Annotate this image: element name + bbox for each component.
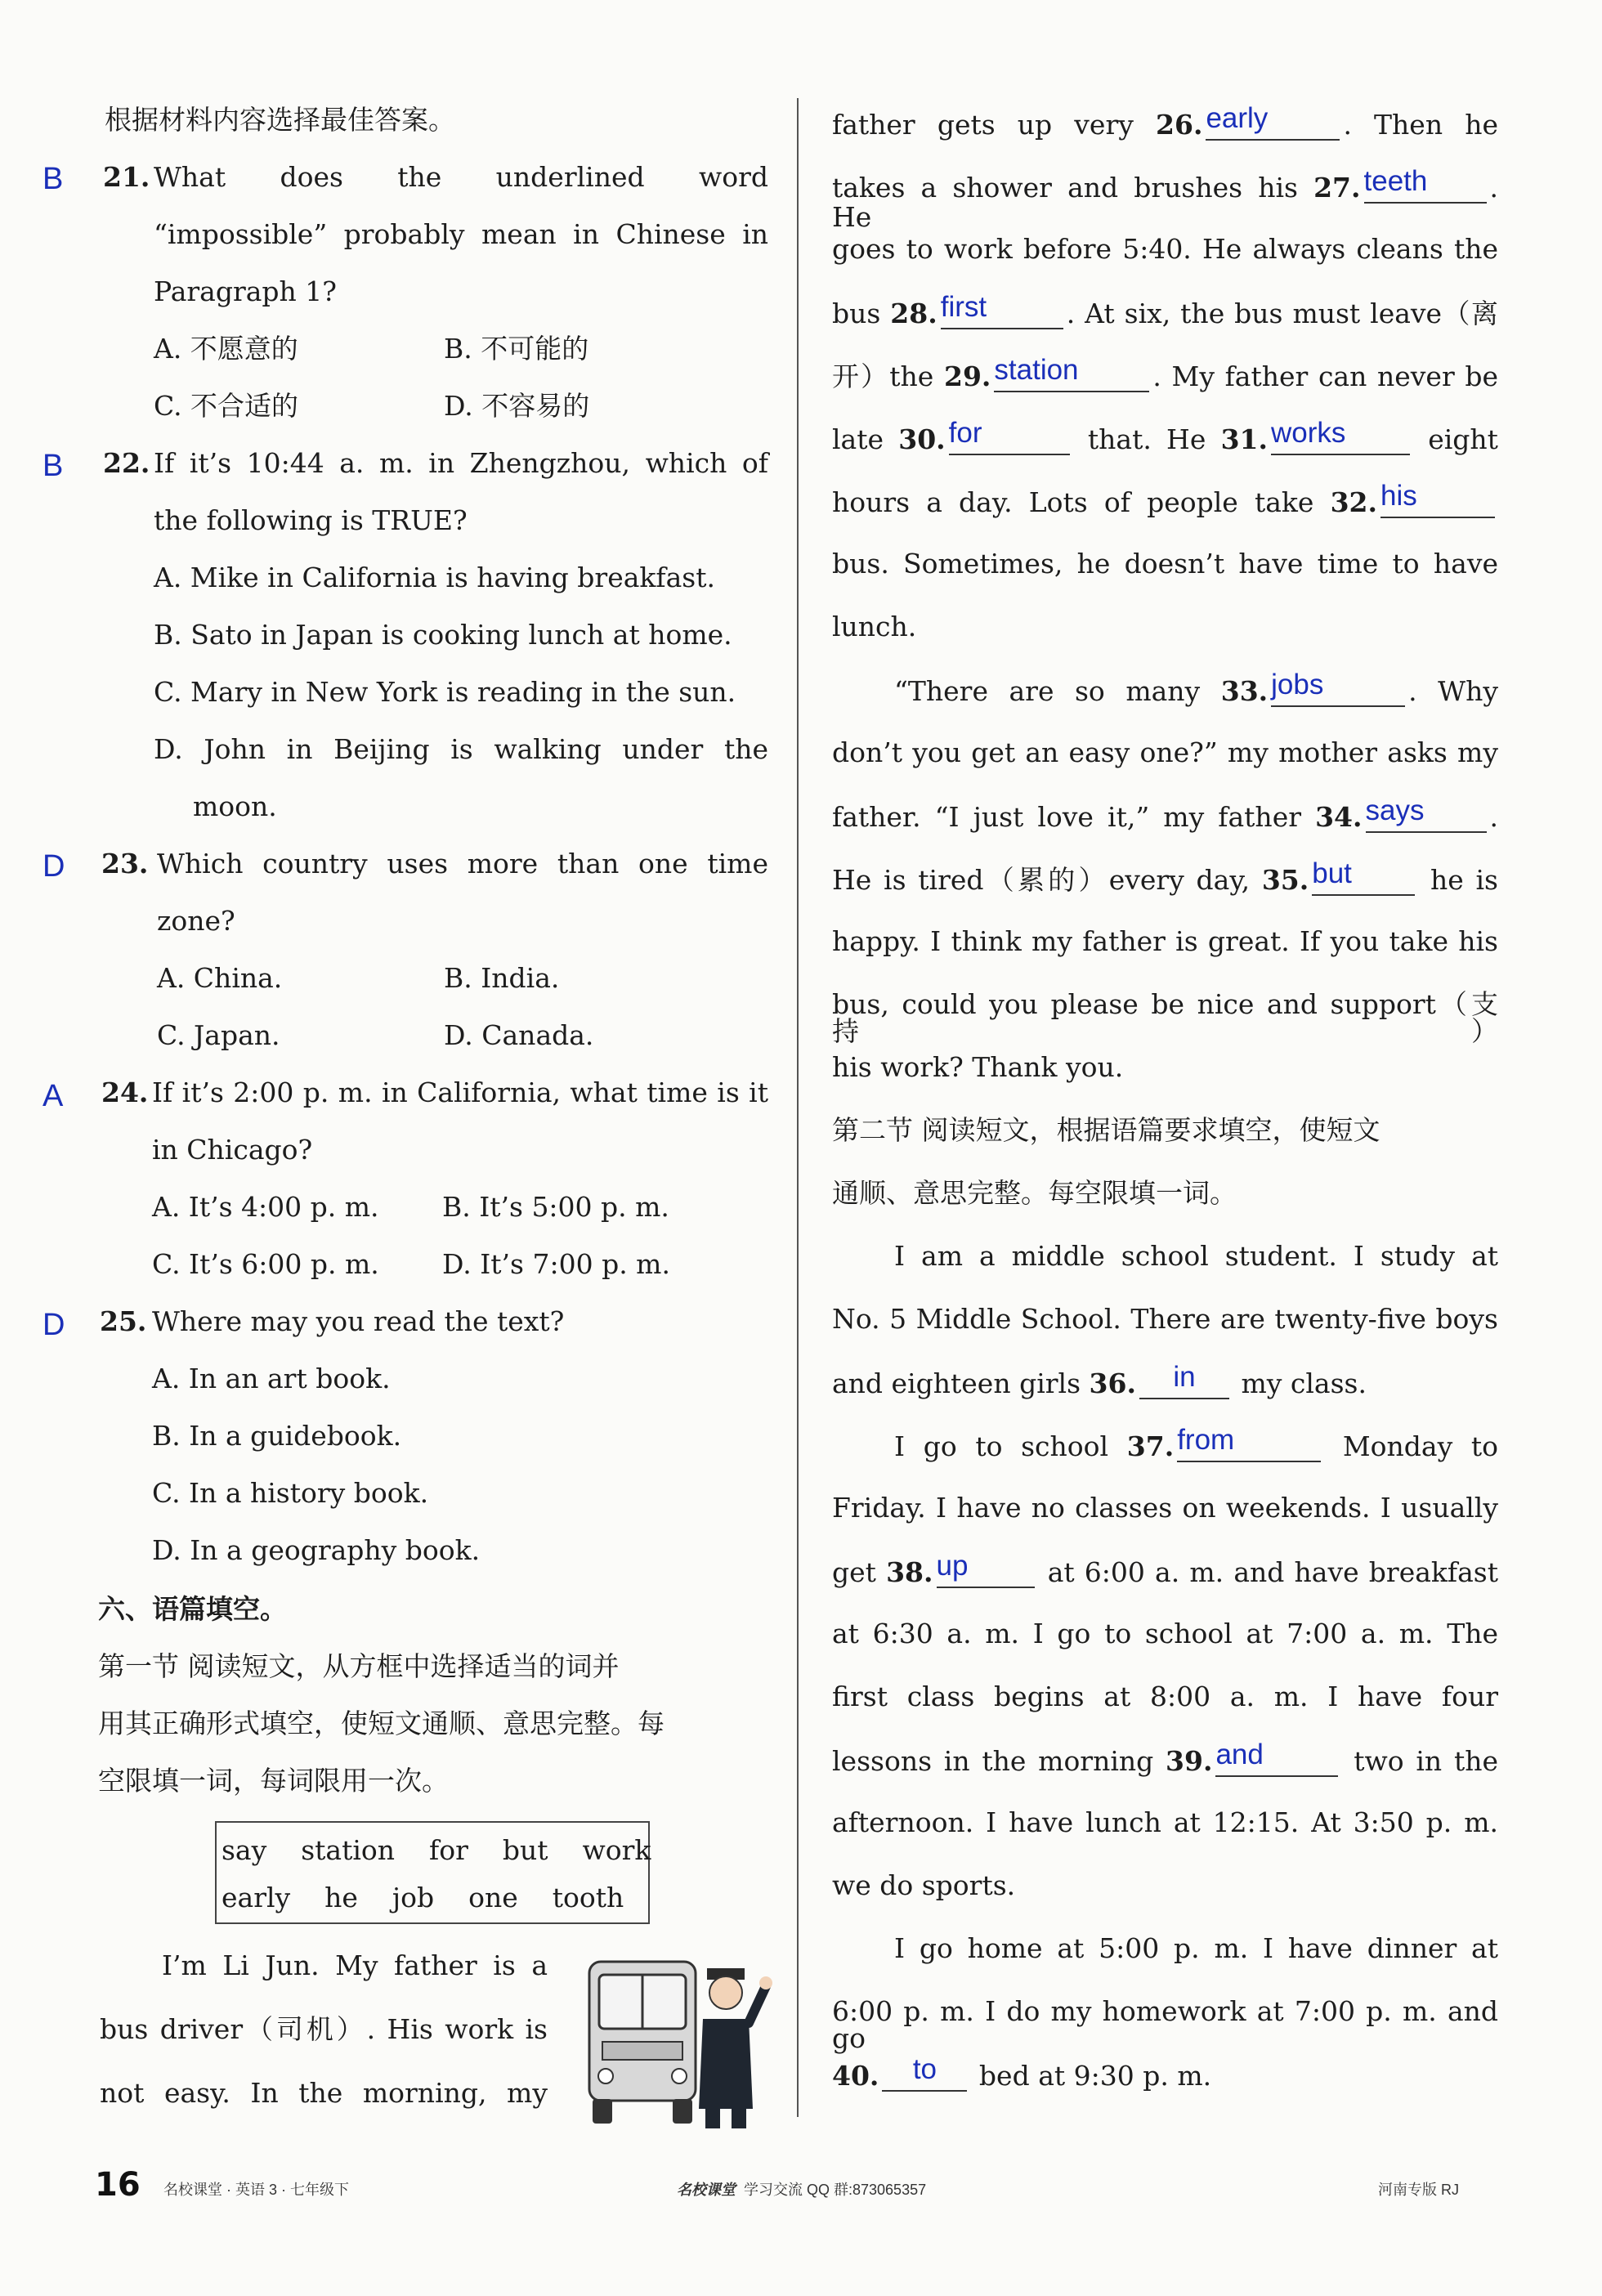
filled-answer-30: for — [948, 417, 982, 449]
filled-answer-28: first — [940, 291, 987, 323]
word-bank-box — [215, 1821, 650, 1924]
blank-line — [994, 354, 1149, 392]
passage-line: happy. I think my father is great. If you take his — [832, 925, 1498, 957]
blank-37 — [1126, 1424, 1324, 1462]
blank-number: 30. — [898, 423, 946, 455]
passage-line — [832, 165, 1498, 233]
blank-number: 32. — [1330, 486, 1377, 518]
option-25-d: D. In a geography book. — [152, 1534, 481, 1566]
page-number: 16 — [95, 2166, 141, 2204]
word-bank-item: but — [502, 1834, 548, 1866]
option-24-b: B. It’s 5:00 p. m. — [442, 1191, 669, 1223]
passage-line — [832, 102, 1498, 141]
blank-line — [1206, 102, 1340, 141]
blank-number: 26. — [1156, 109, 1203, 141]
story-line2: bus driver（司机）. His work is — [100, 2013, 548, 2045]
instruction-line: 根据材料内容选择最佳答案。 — [105, 104, 455, 136]
question-number-23: 23. — [101, 848, 149, 879]
question-24-line1: If it’s 2:00 p. m. in California, what time is it — [152, 1076, 768, 1108]
text-segment: Monday to — [1342, 1430, 1498, 1462]
blank-27 — [1313, 165, 1489, 204]
blank-34 — [1315, 794, 1489, 833]
option-24-c: C. It’s 6:00 p. m. — [152, 1248, 379, 1280]
passage-line — [832, 1739, 1498, 1777]
option-23-c: C. Japan. — [157, 1019, 280, 1051]
blank-number: 34. — [1315, 801, 1363, 833]
column-divider — [797, 98, 799, 2117]
option-25-b: B. In a guidebook. — [152, 1420, 402, 1452]
option-25-a: A. In an art book. — [152, 1363, 391, 1394]
option-23-d: D. Canada. — [444, 1019, 594, 1051]
text-segment: . Why — [1408, 675, 1498, 707]
passage-line — [832, 794, 1498, 833]
word-bank-item: station — [301, 1834, 396, 1866]
book-title: 名校课堂 · 英语 3 · 七年级下 — [163, 2182, 350, 2198]
text-segment: . Then he — [1343, 109, 1498, 141]
blank-line — [882, 2053, 967, 2092]
text-segment: . My father can never be — [1152, 360, 1499, 392]
blank-number: 39. — [1166, 1745, 1213, 1777]
word-bank-row1 — [222, 1834, 651, 1866]
blank-32 — [1330, 480, 1498, 518]
question-number-25: 25. — [100, 1305, 147, 1337]
text-segment: “There are so many — [894, 675, 1201, 707]
blank-number: 37. — [1126, 1430, 1175, 1462]
text-segment: bed at 9:30 p. m. — [978, 2060, 1212, 2092]
filled-answer-39: and — [1215, 1739, 1264, 1770]
blank-line — [1139, 1361, 1229, 1399]
passage-line: afternoon. I have lunch at 12:15. At 3:50 p. m. — [832, 1806, 1498, 1838]
passage-line: No. 5 Middle School. There are twenty-five boys — [832, 1303, 1498, 1335]
filled-answer-29: station — [994, 354, 1079, 386]
brand-logo: 名校课堂 — [677, 2182, 736, 2198]
word-bank-item: for — [429, 1834, 468, 1866]
text-segment: hours a day. Lots of people take — [832, 486, 1314, 518]
text-segment: he is — [1430, 864, 1498, 896]
passage-line: goes to work before 5:40. He always cleans the — [832, 233, 1498, 265]
passage-line: bus, could you please be nice and support（支持） — [832, 988, 1498, 1047]
passage-line: Friday. I have no classes on weekends. I usually — [832, 1492, 1498, 1524]
word-bank-item: job — [392, 1882, 435, 1913]
blank-number: 29. — [943, 360, 991, 392]
blank-number: 38. — [886, 1556, 933, 1588]
passage-line — [832, 354, 1499, 392]
question-24-line2: in Chicago? — [152, 1134, 313, 1166]
passage-line — [832, 291, 1499, 329]
passage-line: at 6:30 a. m. I go to school at 7:00 a. m. The — [832, 1618, 1498, 1649]
question-23-line1: Which country uses more than one time — [157, 848, 768, 879]
question-23-line2: zone? — [157, 905, 235, 937]
text-segment: two in the — [1354, 1745, 1498, 1777]
text-segment: . He — [832, 172, 1498, 233]
filled-answer-33: jobs — [1271, 669, 1324, 700]
blank-number: 31. — [1220, 423, 1268, 455]
blank-line — [1271, 417, 1410, 455]
passage-line: we do sports. — [832, 1869, 1016, 1901]
blank-number: 27. — [1313, 172, 1361, 204]
passage-line — [832, 417, 1498, 455]
question-25-line1: Where may you read the text? — [152, 1305, 565, 1337]
text-segment: father gets up very — [832, 109, 1134, 141]
question-21-line2: “impossible” probably mean in Chinese in — [154, 218, 768, 250]
filled-answer-26: early — [1206, 102, 1269, 134]
blank-line — [1215, 1739, 1338, 1777]
blank-38 — [886, 1550, 1037, 1588]
blank-line — [936, 1550, 1035, 1588]
filled-answer-38: up — [936, 1550, 969, 1582]
filled-answer-34: says — [1365, 794, 1425, 826]
part2-instruction-line2: 通顺、意思完整。每空限填一词。 — [832, 1177, 1237, 1209]
filled-answer-32: his — [1380, 480, 1417, 512]
story-line3: not easy. In the morning, my — [100, 2077, 548, 2109]
part1-instruction-line1: 第一节 阅读短文，从方框中选择适当的词并 — [98, 1650, 620, 1682]
blank-31 — [1220, 417, 1413, 455]
text-segment: lessons in the morning — [832, 1745, 1154, 1777]
blank-line — [948, 417, 1070, 455]
blank-line — [1177, 1424, 1321, 1462]
text-segment: bus — [832, 298, 881, 329]
text-segment: . At six, the bus must leave（离 — [1066, 298, 1499, 329]
passage-line: 6:00 p. m. I do my homework at 7:00 p. m. and go — [832, 1995, 1498, 2054]
option-24-d: D. It’s 7:00 p. m. — [442, 1248, 670, 1280]
question-22-line2: the following is TRUE? — [154, 504, 468, 536]
word-bank-item: say — [222, 1834, 267, 1866]
option-22-d-line2: moon. — [193, 790, 277, 822]
word-bank-item: one — [468, 1882, 518, 1913]
blank-number: 35. — [1261, 864, 1309, 896]
passage-line: first class begins at 8:00 a. m. I have four — [832, 1681, 1498, 1712]
passage-line: don’t you get an easy one?” my mother asks my — [832, 736, 1498, 768]
passage-line — [832, 1550, 1498, 1588]
text-segment: eight — [1428, 423, 1498, 455]
word-bank-item: work — [582, 1834, 651, 1866]
filled-answer-36: in — [1173, 1361, 1196, 1393]
option-24-a: A. It’s 4:00 p. m. — [152, 1191, 379, 1223]
question-number-24: 24. — [101, 1076, 149, 1108]
blank-line — [1363, 165, 1487, 204]
part2-instruction-line1: 第二节 阅读短文，根据语篇要求填空，使短文 — [832, 1114, 1380, 1146]
text-segment: He is tired（累的）every day, — [832, 864, 1251, 896]
option-22-d-line1: D. John in Beijing is walking under the — [154, 733, 768, 765]
bus-driver-illustration — [584, 1945, 772, 2133]
blank-35 — [1261, 857, 1418, 896]
text-segment: I go to school — [894, 1430, 1109, 1462]
qq-group: 学习交流 QQ 群:873065357 — [744, 2182, 927, 2198]
passage-line — [832, 2053, 1212, 2092]
word-bank-item: tooth — [552, 1882, 624, 1913]
text-segment: at 6:00 a. m. and have breakfast — [1047, 1556, 1498, 1588]
blank-line — [940, 291, 1063, 329]
option-23-a: A. China. — [157, 962, 283, 994]
answer-mark-24: A — [43, 1079, 64, 1113]
filled-answer-35: but — [1312, 857, 1352, 889]
filled-answer-40: to — [912, 2053, 937, 2085]
blank-number: 36. — [1089, 1367, 1136, 1399]
filled-answer-31: works — [1271, 417, 1346, 449]
blank-number: 40. — [832, 2060, 879, 2092]
blank-number: 28. — [890, 298, 937, 329]
passage-line — [894, 1424, 1498, 1462]
question-22-line1: If it’s 10:44 a. m. in Zhengzhou, which of — [154, 447, 768, 479]
blank-29 — [943, 354, 1152, 392]
blank-line — [1365, 794, 1487, 833]
text-segment: my class. — [1241, 1367, 1367, 1399]
answer-mark-25: D — [43, 1308, 65, 1342]
filled-answer-27: teeth — [1363, 165, 1428, 197]
passage-line: his work? Thank you. — [832, 1051, 1124, 1083]
part1-instruction-line2: 用其正确形式填空，使短文通顺、意思完整。每 — [98, 1707, 665, 1739]
text-segment: . — [1489, 801, 1498, 833]
option-21-c: C. 不合适的 — [154, 390, 299, 422]
text-segment: 开）the — [832, 360, 934, 392]
question-21-line3: Paragraph 1? — [154, 275, 337, 307]
question-number-22: 22. — [103, 447, 150, 479]
text-segment: late — [832, 423, 884, 455]
question-number-21: 21. — [103, 161, 150, 193]
blank-line — [1380, 480, 1495, 518]
option-22-b: B. Sato in Japan is cooking lunch at home. — [154, 619, 732, 651]
blank-36 — [1089, 1361, 1233, 1399]
text-segment: get — [832, 1556, 876, 1588]
word-bank-item: early — [222, 1882, 291, 1913]
passage-line: bus. Sometimes, he doesn’t have time to have — [832, 548, 1498, 580]
option-21-b: B. 不可能的 — [444, 333, 589, 365]
word-bank-item: he — [324, 1882, 358, 1913]
passage-line: lunch. — [832, 611, 917, 642]
section-title: 六、语篇填空。 — [98, 1593, 287, 1625]
word-bank-row2 — [222, 1882, 624, 1913]
blank-33 — [1220, 669, 1408, 707]
passage-line — [832, 857, 1498, 896]
option-21-a: A. 不愿意的 — [154, 333, 298, 365]
text-segment: father. “I just love it,” my father — [832, 801, 1301, 833]
text-segment: that. He — [1087, 423, 1206, 455]
blank-line — [1312, 857, 1415, 896]
blank-40 — [832, 2053, 970, 2092]
blank-30 — [898, 417, 1072, 455]
passage-line: I am a middle school student. I study at — [894, 1240, 1498, 1272]
option-25-c: C. In a history book. — [152, 1477, 429, 1509]
text-segment: and eighteen girls — [832, 1367, 1081, 1399]
passage-line: I go home at 5:00 p. m. I have dinner at — [894, 1932, 1498, 1964]
blank-number: 33. — [1220, 675, 1269, 707]
question-21-line1: What does the underlined word — [154, 161, 768, 193]
option-23-b: B. India. — [444, 962, 560, 994]
blank-line — [1271, 669, 1405, 707]
blank-26 — [1156, 102, 1343, 141]
blank-39 — [1166, 1739, 1341, 1777]
text-segment: takes a shower and brushes his — [832, 172, 1298, 204]
answer-mark-22: B — [43, 449, 64, 483]
passage-line — [832, 480, 1498, 518]
edition-label: 河南专版 RJ — [1378, 2182, 1459, 2198]
filled-answer-37: from — [1177, 1424, 1235, 1456]
option-22-c: C. Mary in New York is reading in the sun. — [154, 676, 736, 708]
option-21-d: D. 不容易的 — [444, 390, 590, 422]
answer-mark-23: D — [43, 849, 65, 884]
passage-line — [894, 669, 1498, 707]
option-22-a: A. Mike in California is having breakfast. — [154, 562, 715, 593]
part1-instruction-line3: 空限填一词，每词限用一次。 — [98, 1765, 449, 1797]
answer-mark-21: B — [43, 162, 64, 196]
passage-line — [832, 1361, 1367, 1399]
blank-28 — [890, 291, 1066, 329]
story-line1: I’m Li Jun. My father is a — [162, 1949, 548, 1981]
